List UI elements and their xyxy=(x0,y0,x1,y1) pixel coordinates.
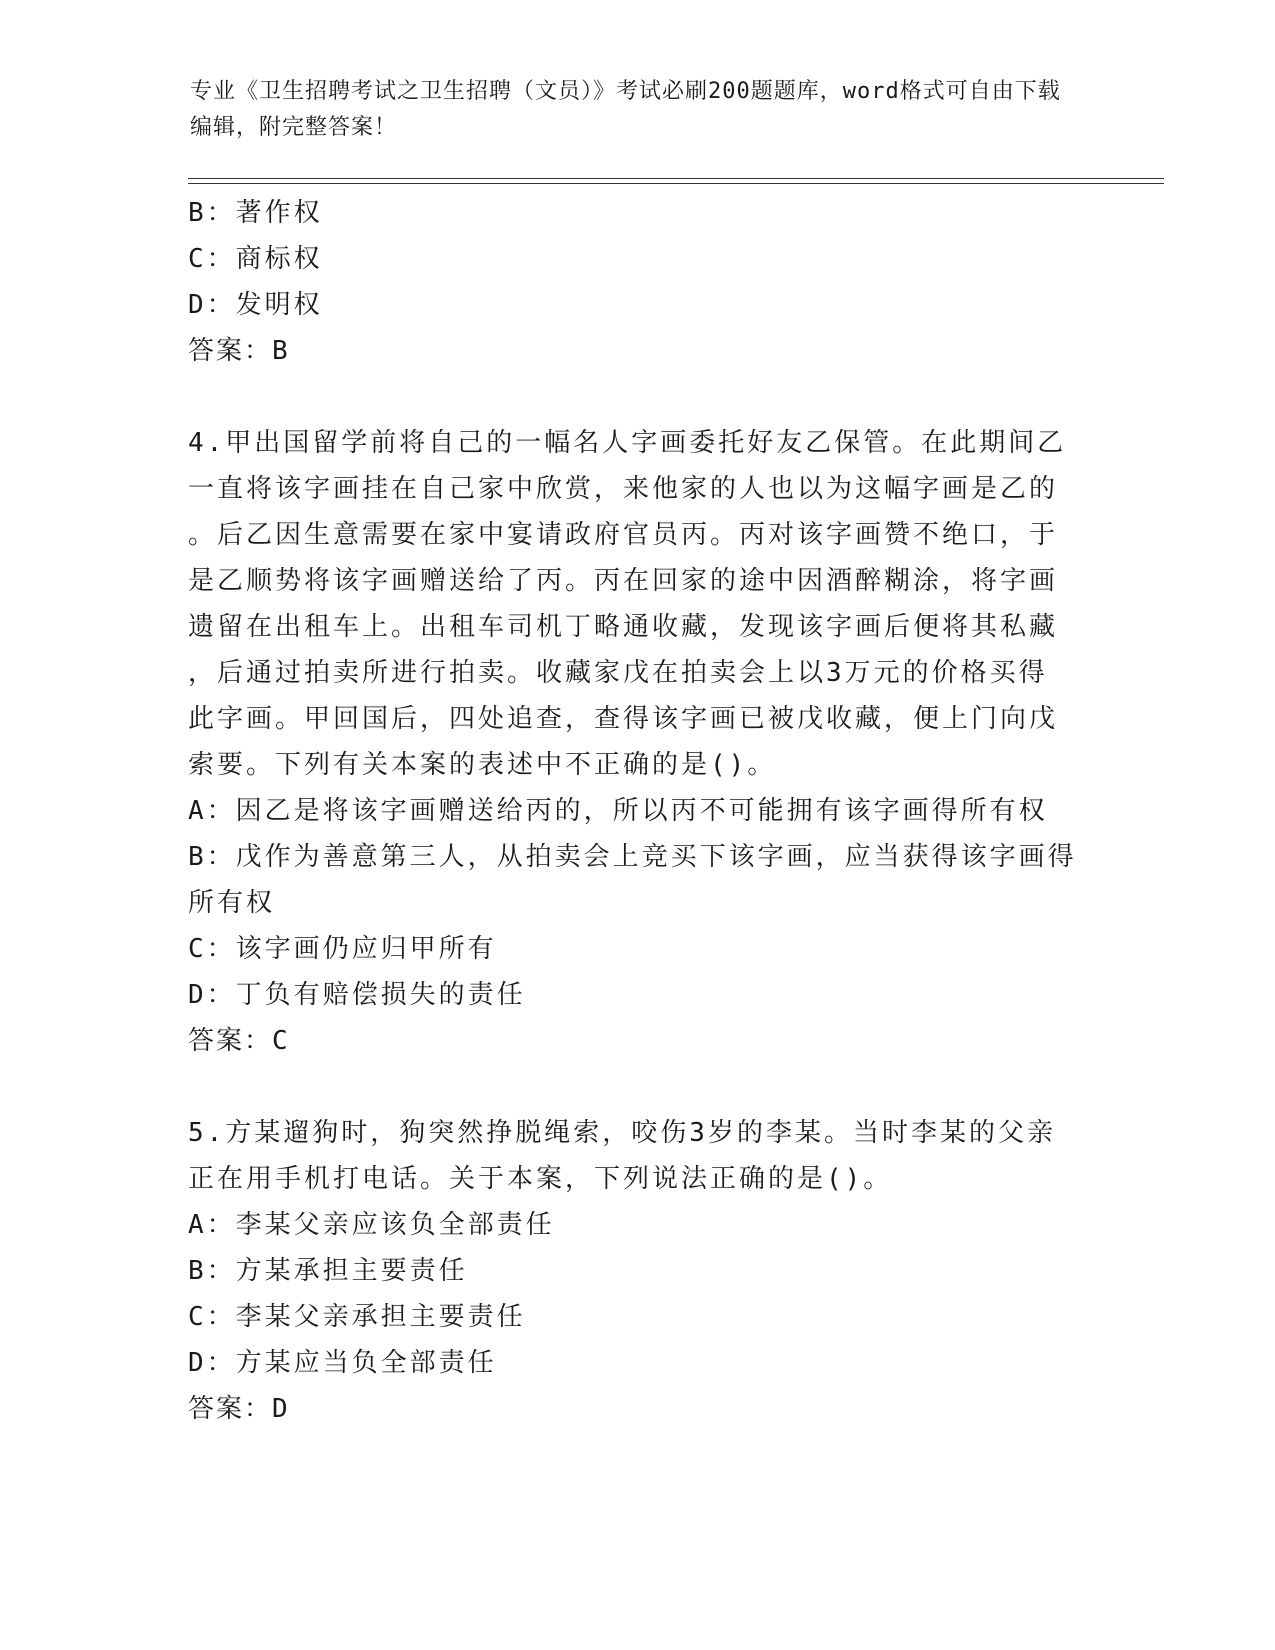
q5-stem-line: 正在用手机打电话。关于本案，下列说法正确的是()。 xyxy=(188,1164,893,1194)
document-header: 专业《卫生招聘考试之卫生招聘（文员）》考试必刷200题题库，word格式可自由下载编辑，附完整答案！ xyxy=(190,79,1061,140)
q3-option-d: D：发明权 xyxy=(188,290,323,320)
q4-stem-line: 一直将该字画挂在自己家中欣赏，来他家的人也以为这幅字画是乙的 xyxy=(188,474,1059,504)
q4-option-c: C：该字画仍应归甲所有 xyxy=(188,934,497,964)
header-divider xyxy=(188,178,1164,184)
q5-option-c: C：李某父亲承担主要责任 xyxy=(188,1302,526,1332)
question-content xyxy=(188,190,1088,1432)
q4-option-b: B：戊作为善意第三人，从拍卖会上竞买下该字画，应当获得该字画得 xyxy=(188,842,1077,872)
q4-stem-line: 遗留在出租车上。出租车司机丁略通收藏，发现该字画后便将其私藏 xyxy=(188,612,1059,642)
q5-option-d: D：方某应当负全部责任 xyxy=(188,1348,497,1378)
q5-option-a: A：李某父亲应该负全部责任 xyxy=(188,1210,555,1240)
q4-stem-line: 是乙顺势将该字画赠送给了丙。丙在回家的途中因酒醉糊涂，将字画 xyxy=(188,566,1059,596)
q4-stem xyxy=(188,420,1088,788)
q5-stem-line: 5.方某遛狗时，狗突然挣脱绳索，咬伤3岁的李某。当时李某的父亲 xyxy=(188,1118,1056,1148)
q4-option-b-continued: 所有权 xyxy=(188,888,276,918)
q4-option-d: D：丁负有赔偿损失的责任 xyxy=(188,980,526,1010)
q4-stem-line: 。后乙因生意需要在家中宴请政府官员丙。丙对该字画赞不绝口，于 xyxy=(188,520,1059,550)
q3-option-b: B：著作权 xyxy=(188,198,323,228)
q4-stem-line: ，后通过拍卖所进行拍卖。收藏家戊在拍卖会上以3万元的价格买得 xyxy=(188,658,1048,688)
q4-option-a: A：因乙是将该字画赠送给丙的，所以丙不可能拥有该字画得所有权 xyxy=(188,796,1048,826)
spacer xyxy=(188,374,1088,420)
q4-stem-line: 此字画。甲回国后，四处追查，查得该字画已被戊收藏，便上门向戊 xyxy=(188,704,1059,734)
q3-option-c: C：商标权 xyxy=(188,244,323,274)
q5-answer: 答案：D xyxy=(188,1394,290,1424)
q5-option-b: B：方某承担主要责任 xyxy=(188,1256,468,1286)
q4-stem-line: 索要。下列有关本案的表述中不正确的是()。 xyxy=(188,750,777,780)
q4-answer: 答案：C xyxy=(188,1026,290,1056)
q4-stem-line: 4.甲出国留学前将自己的一幅名人字画委托好友乙保管。在此期间乙 xyxy=(188,428,1067,458)
q5-stem xyxy=(188,1110,1088,1202)
q3-answer: 答案：B xyxy=(188,336,290,366)
spacer xyxy=(188,1064,1088,1110)
